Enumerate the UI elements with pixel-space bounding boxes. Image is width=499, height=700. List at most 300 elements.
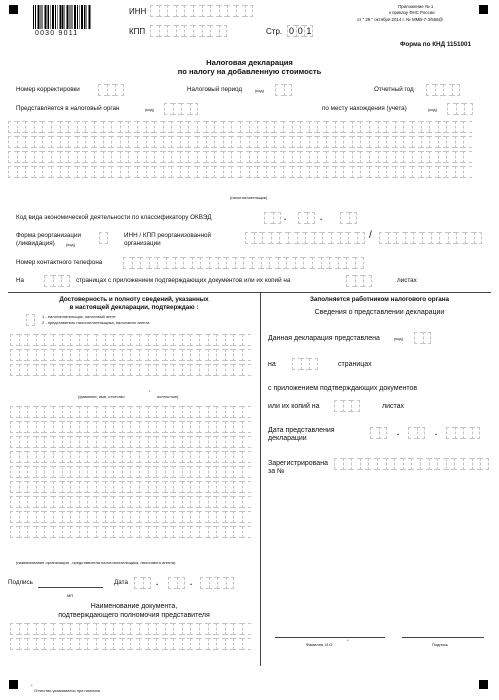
input-cell[interactable] [305,232,314,244]
input-cell[interactable] [122,638,131,650]
input-cell[interactable] [105,526,114,538]
input-cell[interactable] [456,232,465,244]
input-cell[interactable] [199,349,208,361]
input-cell[interactable] [266,121,275,133]
input-cell[interactable] [334,458,343,470]
input-cell[interactable] [154,136,163,148]
input-cell[interactable] [184,25,193,37]
input-cell[interactable] [421,136,430,148]
input-cell[interactable] [79,421,88,433]
input-cell[interactable] [156,364,165,376]
input-cell[interactable] [157,257,166,269]
input-cell[interactable] [242,451,251,463]
input-cell[interactable] [235,257,244,269]
input-cell[interactable] [233,364,242,376]
input-cell[interactable] [360,151,369,163]
taxpayer-name-grid[interactable] [8,121,472,181]
input-cell[interactable] [349,212,358,224]
input-cell[interactable] [335,166,344,178]
input-cell[interactable] [53,526,62,538]
input-cell[interactable] [225,451,234,463]
input-cell[interactable] [216,451,225,463]
input-cell[interactable] [36,526,45,538]
input-cell[interactable] [156,451,165,463]
input-cell[interactable] [190,421,199,433]
input-cell[interactable] [216,623,225,635]
input-cell[interactable] [34,136,43,148]
input-cell[interactable] [42,151,51,163]
input-cell[interactable] [36,511,45,523]
input-cell[interactable] [137,166,146,178]
input-cell[interactable] [19,623,28,635]
input-cell[interactable] [167,5,176,17]
input-cell[interactable] [148,466,157,478]
input-cell[interactable] [429,136,438,148]
input-cell[interactable] [199,466,208,478]
input-cell[interactable] [216,364,225,376]
input-cell[interactable] [208,481,217,493]
input-cell[interactable] [360,121,369,133]
input-cell[interactable] [146,151,155,163]
input-cell[interactable] [331,232,340,244]
sheets-count-field[interactable] [346,275,372,287]
input-cell[interactable] [105,466,114,478]
input-cell[interactable] [208,406,217,418]
input-cell[interactable] [36,436,45,448]
input-cell[interactable] [53,334,62,346]
input-cell[interactable] [269,257,278,269]
input-cell[interactable] [197,121,206,133]
input-cell[interactable] [122,623,131,635]
input-cell[interactable] [113,349,122,361]
input-cell[interactable] [139,511,148,523]
input-cell[interactable] [360,166,369,178]
input-cell[interactable] [177,577,186,589]
input-cell[interactable] [130,481,139,493]
input-cell[interactable] [68,121,77,133]
input-cell[interactable] [148,638,157,650]
input-cell[interactable] [176,25,185,37]
input-cell[interactable] [85,166,94,178]
input-cell[interactable] [309,151,318,163]
input-cell[interactable] [216,638,225,650]
inspector-pages-field[interactable] [292,358,318,370]
input-cell[interactable] [208,623,217,635]
input-cell[interactable] [257,166,266,178]
input-cell[interactable] [190,481,199,493]
input-cell[interactable] [132,257,141,269]
input-cell[interactable] [335,136,344,148]
input-cell[interactable] [242,334,251,346]
input-cell[interactable] [173,364,182,376]
input-cell[interactable] [173,511,182,523]
input-cell[interactable] [190,638,199,650]
input-cell[interactable] [122,334,131,346]
input-cell[interactable] [130,638,139,650]
input-cell[interactable] [190,364,199,376]
input-cell[interactable] [70,496,79,508]
input-cell[interactable] [148,349,157,361]
input-cell[interactable] [225,334,234,346]
input-cell[interactable] [19,638,28,650]
input-cell[interactable] [199,496,208,508]
input-cell[interactable] [10,526,19,538]
input-cell[interactable] [122,466,131,478]
input-cell[interactable] [307,212,316,224]
input-cell[interactable] [68,166,77,178]
input-cell[interactable] [130,349,139,361]
input-cell[interactable] [156,349,165,361]
input-cell[interactable] [53,481,62,493]
input-cell[interactable] [233,436,242,448]
input-cell[interactable] [223,121,232,133]
input-cell[interactable] [27,623,36,635]
input-cell[interactable] [219,25,228,37]
input-cell[interactable] [426,84,435,96]
tax-authority-code-field[interactable] [164,103,198,115]
input-cell[interactable] [156,638,165,650]
input-cell[interactable] [216,481,225,493]
input-cell[interactable] [8,121,17,133]
input-cell[interactable] [139,436,148,448]
reorg-form-field[interactable] [99,232,108,244]
input-cell[interactable] [122,526,131,538]
input-cell[interactable] [10,638,19,650]
input-cell[interactable] [70,481,79,493]
input-cell[interactable] [225,436,234,448]
input-cell[interactable] [173,406,182,418]
input-cell[interactable] [190,349,199,361]
input-cell[interactable] [378,151,387,163]
input-cell[interactable] [165,638,174,650]
input-cell[interactable] [87,511,96,523]
input-cell[interactable] [214,151,223,163]
input-cell[interactable] [99,232,108,244]
input-cell[interactable] [182,466,191,478]
input-cell[interactable] [261,257,270,269]
input-cell[interactable] [36,334,45,346]
input-cell[interactable] [266,136,275,148]
input-cell[interactable] [225,638,234,650]
input-cell[interactable] [94,151,103,163]
input-cell[interactable] [130,334,139,346]
input-cell[interactable] [209,257,218,269]
input-cell[interactable] [113,496,122,508]
inspector-sheets-field[interactable] [334,400,360,412]
input-cell[interactable] [68,136,77,148]
input-cell[interactable] [199,451,208,463]
input-cell[interactable] [36,481,45,493]
input-cell[interactable] [27,421,36,433]
input-cell[interactable] [70,334,79,346]
input-cell[interactable] [25,121,34,133]
input-cell[interactable] [214,136,223,148]
okved-field-3[interactable] [340,212,357,224]
input-cell[interactable] [36,349,45,361]
input-cell[interactable] [225,466,234,478]
input-cell[interactable] [355,275,364,287]
input-cell[interactable] [120,166,129,178]
input-cell[interactable] [165,349,174,361]
input-cell[interactable] [44,496,53,508]
correction-number-field[interactable] [98,84,124,96]
input-cell[interactable] [396,232,405,244]
input-cell[interactable] [438,166,447,178]
input-cell[interactable] [369,136,378,148]
input-cell[interactable] [111,136,120,148]
input-cell[interactable] [295,257,304,269]
input-cell[interactable] [27,511,36,523]
input-cell[interactable] [87,349,96,361]
input-cell[interactable] [182,349,191,361]
input-cell[interactable] [335,121,344,133]
input-cell[interactable] [79,496,88,508]
input-cell[interactable] [42,166,51,178]
input-cell[interactable] [36,623,45,635]
input-cell[interactable] [208,526,217,538]
input-cell[interactable] [103,166,112,178]
input-cell[interactable] [44,451,53,463]
input-cell[interactable] [188,151,197,163]
input-cell[interactable] [273,212,282,224]
input-cell[interactable] [139,349,148,361]
input-cell[interactable] [113,451,122,463]
input-cell[interactable] [148,511,157,523]
input-cell[interactable] [464,103,473,115]
input-cell[interactable] [214,166,223,178]
input-cell[interactable] [403,458,412,470]
input-cell[interactable] [87,638,96,650]
input-cell[interactable] [257,151,266,163]
input-cell[interactable] [242,349,251,361]
input-cell[interactable] [233,451,242,463]
input-cell[interactable] [148,526,157,538]
input-cell[interactable] [51,136,60,148]
input-cell[interactable] [206,136,215,148]
input-cell[interactable] [300,166,309,178]
input-cell[interactable] [70,526,79,538]
input-cell[interactable] [139,526,148,538]
input-cell[interactable] [242,511,251,523]
input-cell[interactable] [17,136,26,148]
input-cell[interactable] [139,623,148,635]
input-cell[interactable] [242,364,251,376]
input-cell[interactable] [181,103,190,115]
input-cell[interactable] [292,136,301,148]
input-cell[interactable] [10,511,19,523]
input-cell[interactable] [233,466,242,478]
input-cell[interactable] [79,451,88,463]
sign-date-month[interactable] [168,577,185,589]
input-cell[interactable] [231,136,240,148]
input-cell[interactable] [173,421,182,433]
input-cell[interactable] [455,166,464,178]
input-cell[interactable] [165,436,174,448]
authority-document-grid[interactable] [10,623,251,653]
input-cell[interactable] [51,166,60,178]
input-cell[interactable] [190,496,199,508]
input-cell[interactable] [51,151,60,163]
input-cell[interactable] [245,232,254,244]
input-cell[interactable] [199,638,208,650]
input-cell[interactable] [146,121,155,133]
input-cell[interactable] [105,451,114,463]
input-cell[interactable] [10,496,19,508]
input-cell[interactable] [173,349,182,361]
input-cell[interactable] [173,481,182,493]
input-cell[interactable] [44,623,53,635]
input-cell[interactable] [216,511,225,523]
input-cell[interactable] [411,458,420,470]
input-cell[interactable] [44,334,53,346]
input-cell[interactable] [139,451,148,463]
input-cell[interactable] [79,481,88,493]
input-cell[interactable] [94,121,103,133]
input-cell[interactable] [378,121,387,133]
input-cell[interactable] [105,406,114,418]
input-cell[interactable] [352,121,361,133]
input-cell[interactable] [79,526,88,538]
input-cell[interactable] [231,166,240,178]
input-cell[interactable] [199,526,208,538]
input-cell[interactable] [233,496,242,508]
input-cell[interactable] [446,458,455,470]
input-cell[interactable] [53,451,62,463]
input-cell[interactable] [171,151,180,163]
input-cell[interactable] [279,232,288,244]
input-cell[interactable] [182,496,191,508]
input-cell[interactable] [421,121,430,133]
input-cell[interactable] [363,275,372,287]
input-cell[interactable] [395,151,404,163]
input-cell[interactable] [233,623,242,635]
input-cell[interactable] [233,406,242,418]
input-cell[interactable] [395,121,404,133]
input-cell[interactable] [60,166,69,178]
input-cell[interactable] [225,623,234,635]
input-cell[interactable] [242,436,251,448]
input-cell[interactable] [53,623,62,635]
input-cell[interactable] [240,151,249,163]
input-cell[interactable] [190,436,199,448]
input-cell[interactable] [19,526,28,538]
input-cell[interactable] [62,638,71,650]
input-cell[interactable] [300,121,309,133]
input-cell[interactable] [190,526,199,538]
input-cell[interactable] [197,151,206,163]
input-cell[interactable] [120,151,129,163]
input-cell[interactable] [36,451,45,463]
input-cell[interactable] [240,121,249,133]
input-cell[interactable] [96,481,105,493]
input-cell[interactable] [240,136,249,148]
input-cell[interactable] [149,257,158,269]
input-cell[interactable] [130,623,139,635]
input-cell[interactable] [173,623,182,635]
input-cell[interactable] [340,232,349,244]
input-cell[interactable] [122,481,131,493]
input-cell[interactable] [210,5,219,17]
input-cell[interactable] [252,257,261,269]
input-cell[interactable] [412,121,421,133]
input-cell[interactable] [283,166,292,178]
input-cell[interactable] [335,151,344,163]
input-cell[interactable] [421,151,430,163]
input-cell[interactable] [42,136,51,148]
input-cell[interactable] [264,212,273,224]
input-cell[interactable] [421,166,430,178]
sign-date-day[interactable] [134,577,151,589]
input-cell[interactable] [19,451,28,463]
input-cell[interactable] [474,232,483,244]
input-cell[interactable] [96,421,105,433]
input-cell[interactable] [369,151,378,163]
input-cell[interactable] [61,275,70,287]
input-cell[interactable] [139,638,148,650]
input-cell[interactable] [113,481,122,493]
input-cell[interactable] [447,103,456,115]
input-cell[interactable] [122,406,131,418]
input-cell[interactable] [148,436,157,448]
input-cell[interactable] [27,481,36,493]
input-cell[interactable] [113,436,122,448]
input-cell[interactable] [379,427,388,439]
input-cell[interactable] [309,166,318,178]
input-cell[interactable] [137,121,146,133]
input-cell[interactable] [173,638,182,650]
input-cell[interactable] [190,511,199,523]
phone-field[interactable] [123,257,364,269]
input-cell[interactable] [403,166,412,178]
input-cell[interactable] [87,526,96,538]
input-cell[interactable] [301,358,310,370]
input-cell[interactable] [148,334,157,346]
input-cell[interactable] [208,511,217,523]
input-cell[interactable] [62,526,71,538]
reporting-year-field[interactable] [426,84,460,96]
input-cell[interactable] [105,638,114,650]
input-cell[interactable] [180,166,189,178]
input-cell[interactable] [19,349,28,361]
input-cell[interactable] [53,406,62,418]
input-cell[interactable] [386,136,395,148]
input-cell[interactable] [340,212,349,224]
input-cell[interactable] [463,136,472,148]
input-cell[interactable] [182,406,191,418]
input-cell[interactable] [199,406,208,418]
input-cell[interactable] [27,436,36,448]
input-cell[interactable] [148,451,157,463]
input-cell[interactable] [130,436,139,448]
input-cell[interactable] [8,151,17,163]
input-cell[interactable] [77,136,86,148]
input-cell[interactable] [60,121,69,133]
input-cell[interactable] [103,151,112,163]
input-cell[interactable] [27,364,36,376]
input-cell[interactable] [338,257,347,269]
input-cell[interactable] [242,638,251,650]
input-cell[interactable] [44,421,53,433]
input-cell[interactable] [249,166,258,178]
input-cell[interactable] [79,511,88,523]
input-cell[interactable] [309,121,318,133]
input-cell[interactable] [188,136,197,148]
input-cell[interactable] [210,25,219,37]
input-cell[interactable] [257,121,266,133]
input-cell[interactable] [130,526,139,538]
input-cell[interactable] [53,364,62,376]
input-cell[interactable] [274,151,283,163]
